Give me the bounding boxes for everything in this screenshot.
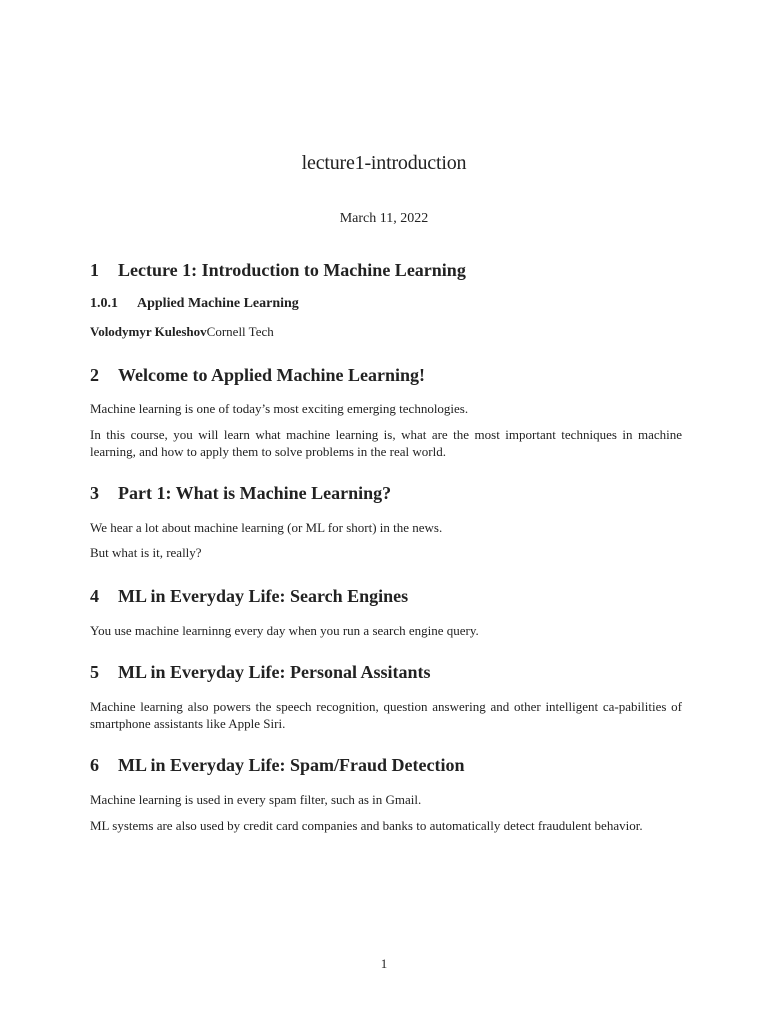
section-heading-1 bbox=[90, 260, 466, 281]
section-heading-3 bbox=[90, 483, 391, 504]
section-heading-6 bbox=[90, 755, 464, 776]
subsection-title: Applied Machine Learning bbox=[137, 296, 299, 311]
document-date: March 11, 2022 bbox=[339, 211, 429, 226]
section-number: 1 bbox=[90, 260, 99, 280]
paragraph: Machine learning is one of today’s most exciting emerging technologies. bbox=[90, 401, 469, 416]
author-line bbox=[90, 324, 274, 340]
section-title: Lecture 1: Introduction to Machine Learning bbox=[118, 260, 466, 280]
author-affiliation: Cornell Tech bbox=[206, 324, 274, 339]
author-name: Volodymyr Kuleshov bbox=[90, 324, 207, 339]
paragraph: ML systems are also used by credit card companies and banks to automatically detect fraudulent behavior. bbox=[90, 818, 643, 833]
section-title: ML in Everyday Life: Spam/Fraud Detection bbox=[118, 755, 465, 775]
section-heading-5 bbox=[90, 662, 431, 683]
section-title: ML in Everyday Life: Search Engines bbox=[118, 586, 409, 606]
section-title: Welcome to Applied Machine Learning! bbox=[118, 365, 425, 385]
section-title: Part 1: What is Machine Learning? bbox=[118, 483, 392, 503]
paragraph: We hear a lot about machine learning (or ML for short) in the news. bbox=[90, 520, 443, 535]
section-heading-4 bbox=[90, 586, 408, 607]
subsection-number: 1.0.1 bbox=[90, 296, 118, 311]
paragraph: You use machine learninng every day when you run a search engine query. bbox=[90, 623, 479, 638]
document-title: lecture1-introduction bbox=[301, 152, 467, 174]
section-number: 2 bbox=[90, 365, 99, 385]
section-heading-2 bbox=[90, 365, 425, 386]
paragraph: In this course, you will learn what machine learning is, what are the most important techniques in machine learning, and how to apply them to solve problems in the real world. bbox=[90, 427, 682, 459]
section-number: 6 bbox=[90, 755, 99, 775]
section-title: ML in Everyday Life: Personal Assitants bbox=[118, 662, 431, 682]
section-number: 3 bbox=[90, 483, 99, 503]
paragraph: Machine learning is used in every spam filter, such as in Gmail. bbox=[90, 792, 422, 807]
paragraph: Machine learning also powers the speech recognition, question answering and other intelligent ca-pabilities of smartphone assistants like Apple Siri. bbox=[90, 699, 682, 731]
section-number: 4 bbox=[90, 586, 99, 606]
paragraph: But what is it, really? bbox=[90, 545, 202, 560]
subsection-heading-1-0-1 bbox=[90, 296, 299, 312]
page-number: 1 bbox=[380, 956, 388, 971]
section-number: 5 bbox=[90, 662, 99, 682]
